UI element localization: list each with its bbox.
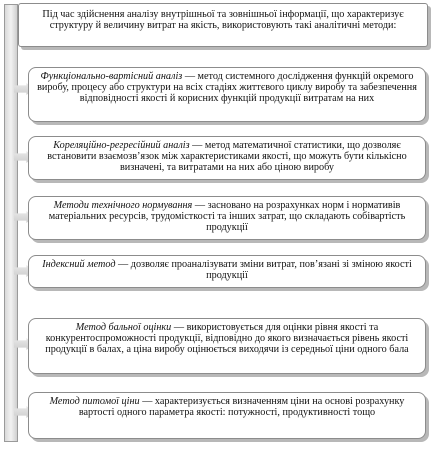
method-description: — метод системного дослідження функцій окремого виробу, процесу або структури на всіх стадіях життєвого циклу виробу та забезпечення відповідності якості й корисних функцій продукції витратам на них xyxy=(37,71,417,105)
method-term: Кореляційно-регресійний аналіз xyxy=(53,140,190,151)
method-box-index-method xyxy=(28,255,426,288)
method-term: Функціонально-вартісний аналіз xyxy=(40,71,183,82)
method-term: Метод питомої ціни xyxy=(49,396,140,407)
method-term: Метод бальної оцінки xyxy=(75,322,172,333)
method-term: Індексний метод xyxy=(42,259,116,270)
method-box-unit-price-method xyxy=(28,392,426,439)
header-box xyxy=(18,3,428,47)
header-text: Під час здійснення аналізу внутрішньої та зовнішньої інформації, що характеризує структуру й величину витрат на якість, використовують такі аналітичні методи: xyxy=(42,9,404,32)
method-box-point-score-method xyxy=(28,318,426,374)
method-box-functional-cost-analysis xyxy=(28,67,426,122)
method-term: Методи технічного нормування xyxy=(53,200,193,211)
method-description: — засновано на розрахунках норм і нормативів матеріальних ресурсів, трудомісткості та інших затрат, що складають собівартість продукції xyxy=(48,200,406,234)
method-description: — метод математичної статистики, що дозволяє встановити взаємозв’язок між характеристиками якості, що можуть бути кількісно визначені, та витратами на них або ціною виробу xyxy=(47,140,407,174)
method-box-correlation-regression-analysis xyxy=(28,136,426,180)
method-description: — характеризується визначенням ціни на основі розрахунку вартості одного параметра якості: потужності, продуктивності тощо xyxy=(78,396,405,419)
method-description: — використовується для оцінки рівня якості та конкурентоспроможності продукції, відповідно до якого визначається рівень якості продукції в балах, а ціна виробу оцінюється виходячи із середньої ціни одного бала xyxy=(45,322,409,356)
method-box-technical-rationing xyxy=(28,196,426,240)
method-description: — дозволяє проаналізувати зміни витрат, пов’язані зі зміною якості продукції xyxy=(115,259,412,282)
vertical-connector-bar xyxy=(4,4,18,442)
